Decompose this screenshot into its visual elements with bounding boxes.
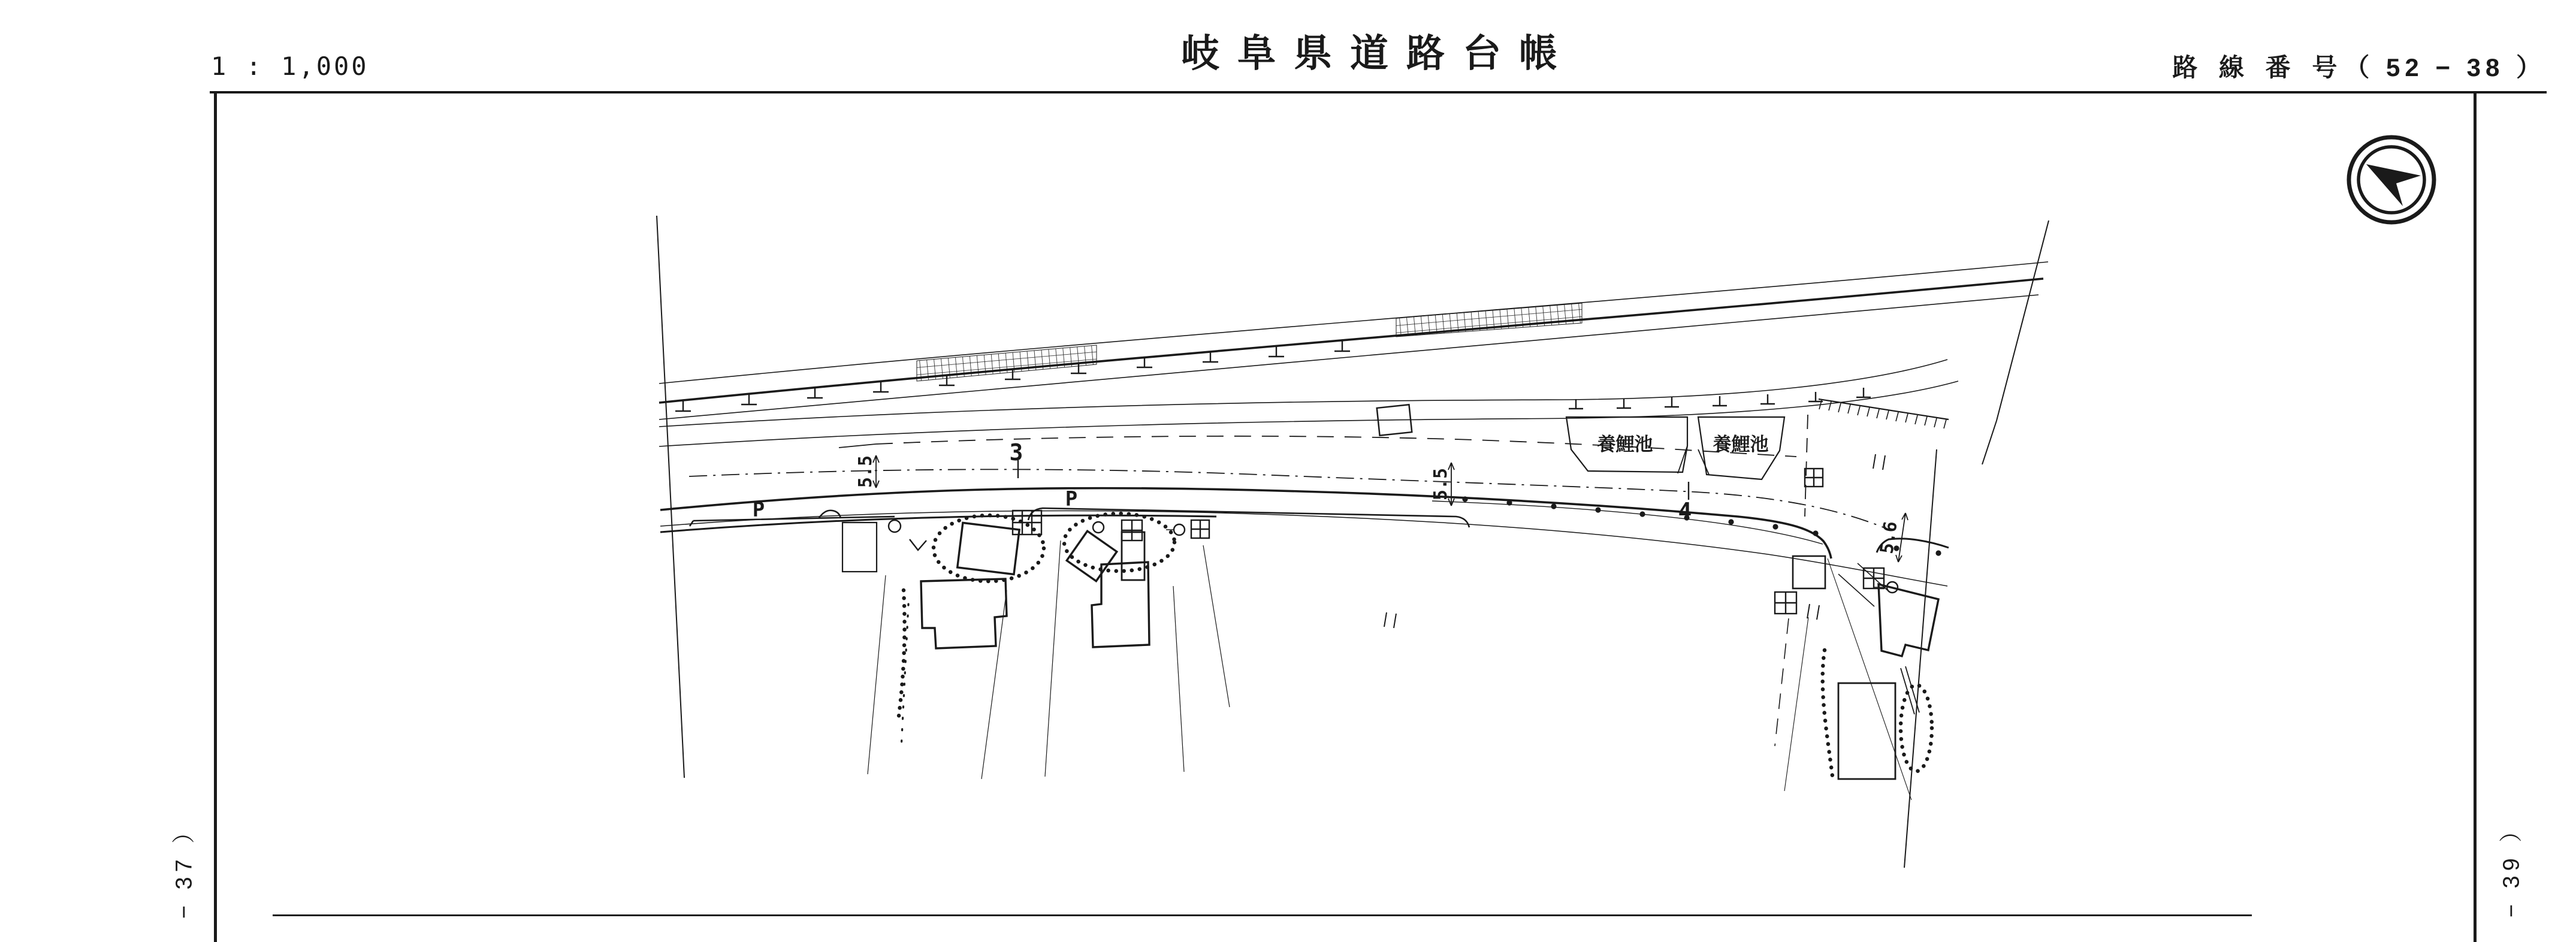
width-dimension: 5.5 xyxy=(1430,467,1451,501)
vegetation-outline xyxy=(1064,514,1174,571)
drawing-boundary-lines xyxy=(657,216,2049,868)
dashed-pond-boundary xyxy=(1805,415,1808,517)
station-label-3: 3 xyxy=(1009,439,1023,466)
north-arrow-icon xyxy=(2349,137,2434,222)
hatched-shoulder xyxy=(1819,399,1949,428)
sheet-title: 岐阜県道路台帳 xyxy=(1181,32,1575,75)
adjacent-sheet-left: − 37 ） xyxy=(171,816,197,919)
pond-label: 養鯉池 xyxy=(1713,434,1769,455)
adjacent-sheet-right: − 39 ） xyxy=(2499,814,2524,918)
building xyxy=(1879,584,1938,656)
buildings-right xyxy=(1775,556,1938,800)
station-label-4: 4 xyxy=(1678,498,1692,524)
crosshatch-area-2 xyxy=(1396,303,1582,337)
grid-symbol xyxy=(1191,520,1209,538)
guardrail-posts-lower xyxy=(1569,388,1871,409)
vegetation-outline xyxy=(899,590,905,716)
grid-symbol xyxy=(1775,592,1796,614)
vegetation-outline xyxy=(1823,650,1832,776)
parcel-fan-lines xyxy=(868,541,1230,779)
building xyxy=(958,523,1019,574)
dashed-parcel-line xyxy=(1775,618,1789,746)
buildings-left xyxy=(842,514,1230,779)
vegetation-outline xyxy=(1901,685,1932,771)
paddy-tick-marks xyxy=(1384,454,1885,628)
check-mark xyxy=(910,539,926,550)
grid-symbol xyxy=(1122,520,1142,541)
building xyxy=(1122,532,1144,580)
grid-symbol xyxy=(1013,511,1041,535)
fence-dot-symbols xyxy=(1462,496,1941,555)
building xyxy=(1092,562,1149,647)
grid-symbol xyxy=(1805,469,1823,487)
parcel-fan-lines xyxy=(1784,558,1911,800)
width-dimension: 5.6 xyxy=(1876,520,1902,555)
parking-label: P xyxy=(1065,487,1078,511)
building xyxy=(921,579,1007,648)
manhole-circle xyxy=(889,520,901,532)
route-number-value: （ 52 − 38 ） xyxy=(2344,53,2546,81)
building xyxy=(842,523,877,572)
upper-road xyxy=(659,262,2048,436)
route-number-label: 路 線 番 号 xyxy=(2172,53,2345,81)
building xyxy=(1067,531,1117,581)
leader-line xyxy=(1166,530,1886,587)
width-dimension: 5.5 xyxy=(855,455,876,488)
dimension-arrows xyxy=(873,455,1908,562)
scale-label: 1 : 1,000 xyxy=(211,52,369,81)
parking-label: P xyxy=(752,498,765,522)
guardrail-posts-upper xyxy=(675,341,1350,411)
building xyxy=(1838,683,1895,779)
pond-label: 養鯉池 xyxy=(1597,434,1653,455)
manhole-circle xyxy=(1093,522,1104,533)
manhole-circle xyxy=(1174,524,1185,535)
